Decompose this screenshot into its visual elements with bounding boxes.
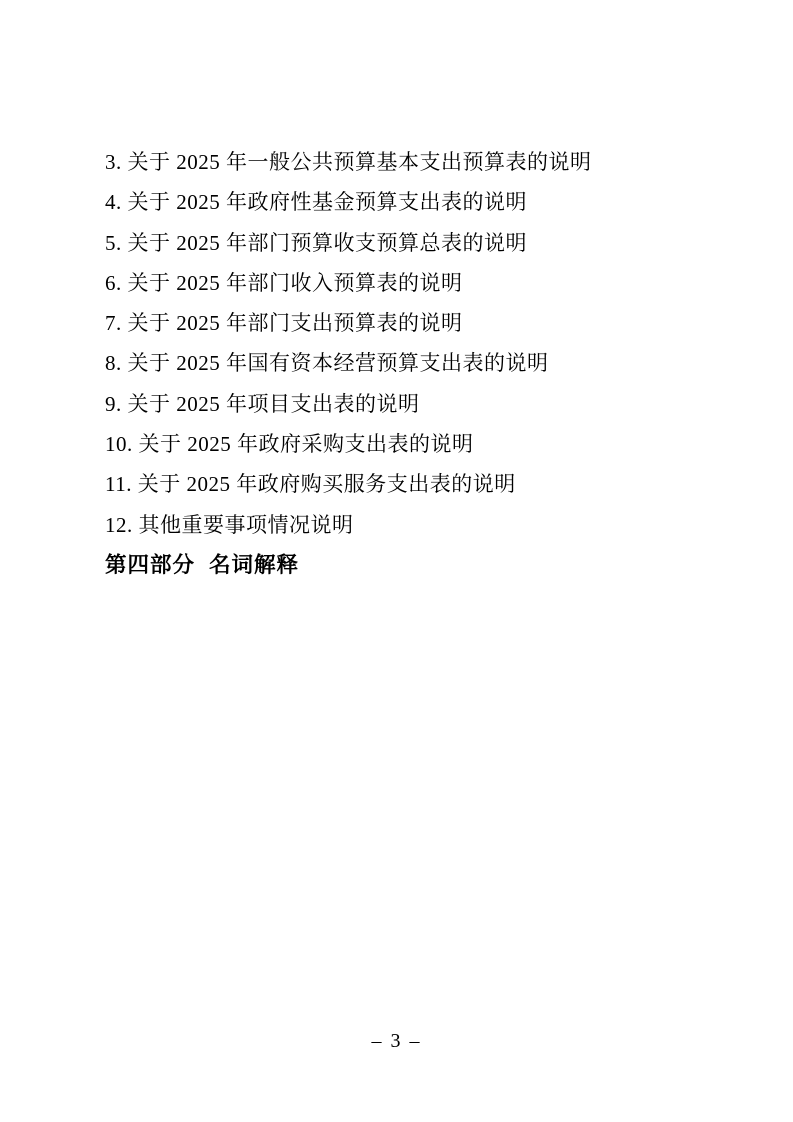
table-of-contents	[105, 142, 703, 585]
toc-item: 6. 关于 2025 年部门收入预算表的说明	[105, 270, 463, 295]
toc-item: 9. 关于 2025 年项目支出表的说明	[105, 391, 420, 416]
section-heading-part4: 第四部分 名词解释	[105, 552, 299, 577]
toc-item: 3. 关于 2025 年一般公共预算基本支出预算表的说明	[105, 150, 592, 174]
toc-item: 4. 关于 2025 年政府性基金预算支出表的说明	[105, 190, 527, 215]
toc-item: 12. 其他重要事项情况说明	[105, 512, 354, 537]
page-number: – 3 –	[371, 1030, 422, 1052]
toc-item: 8. 关于 2025 年国有资本经营预算支出表的说明	[105, 351, 549, 376]
toc-item: 7. 关于 2025 年部门支出预算表的说明	[105, 311, 463, 336]
toc-item: 11. 关于 2025 年政府购买服务支出表的说明	[105, 472, 516, 497]
toc-item: 10. 关于 2025 年政府采购支出表的说明	[105, 432, 474, 457]
toc-item: 5. 关于 2025 年部门预算收支预算总表的说明	[105, 230, 527, 255]
